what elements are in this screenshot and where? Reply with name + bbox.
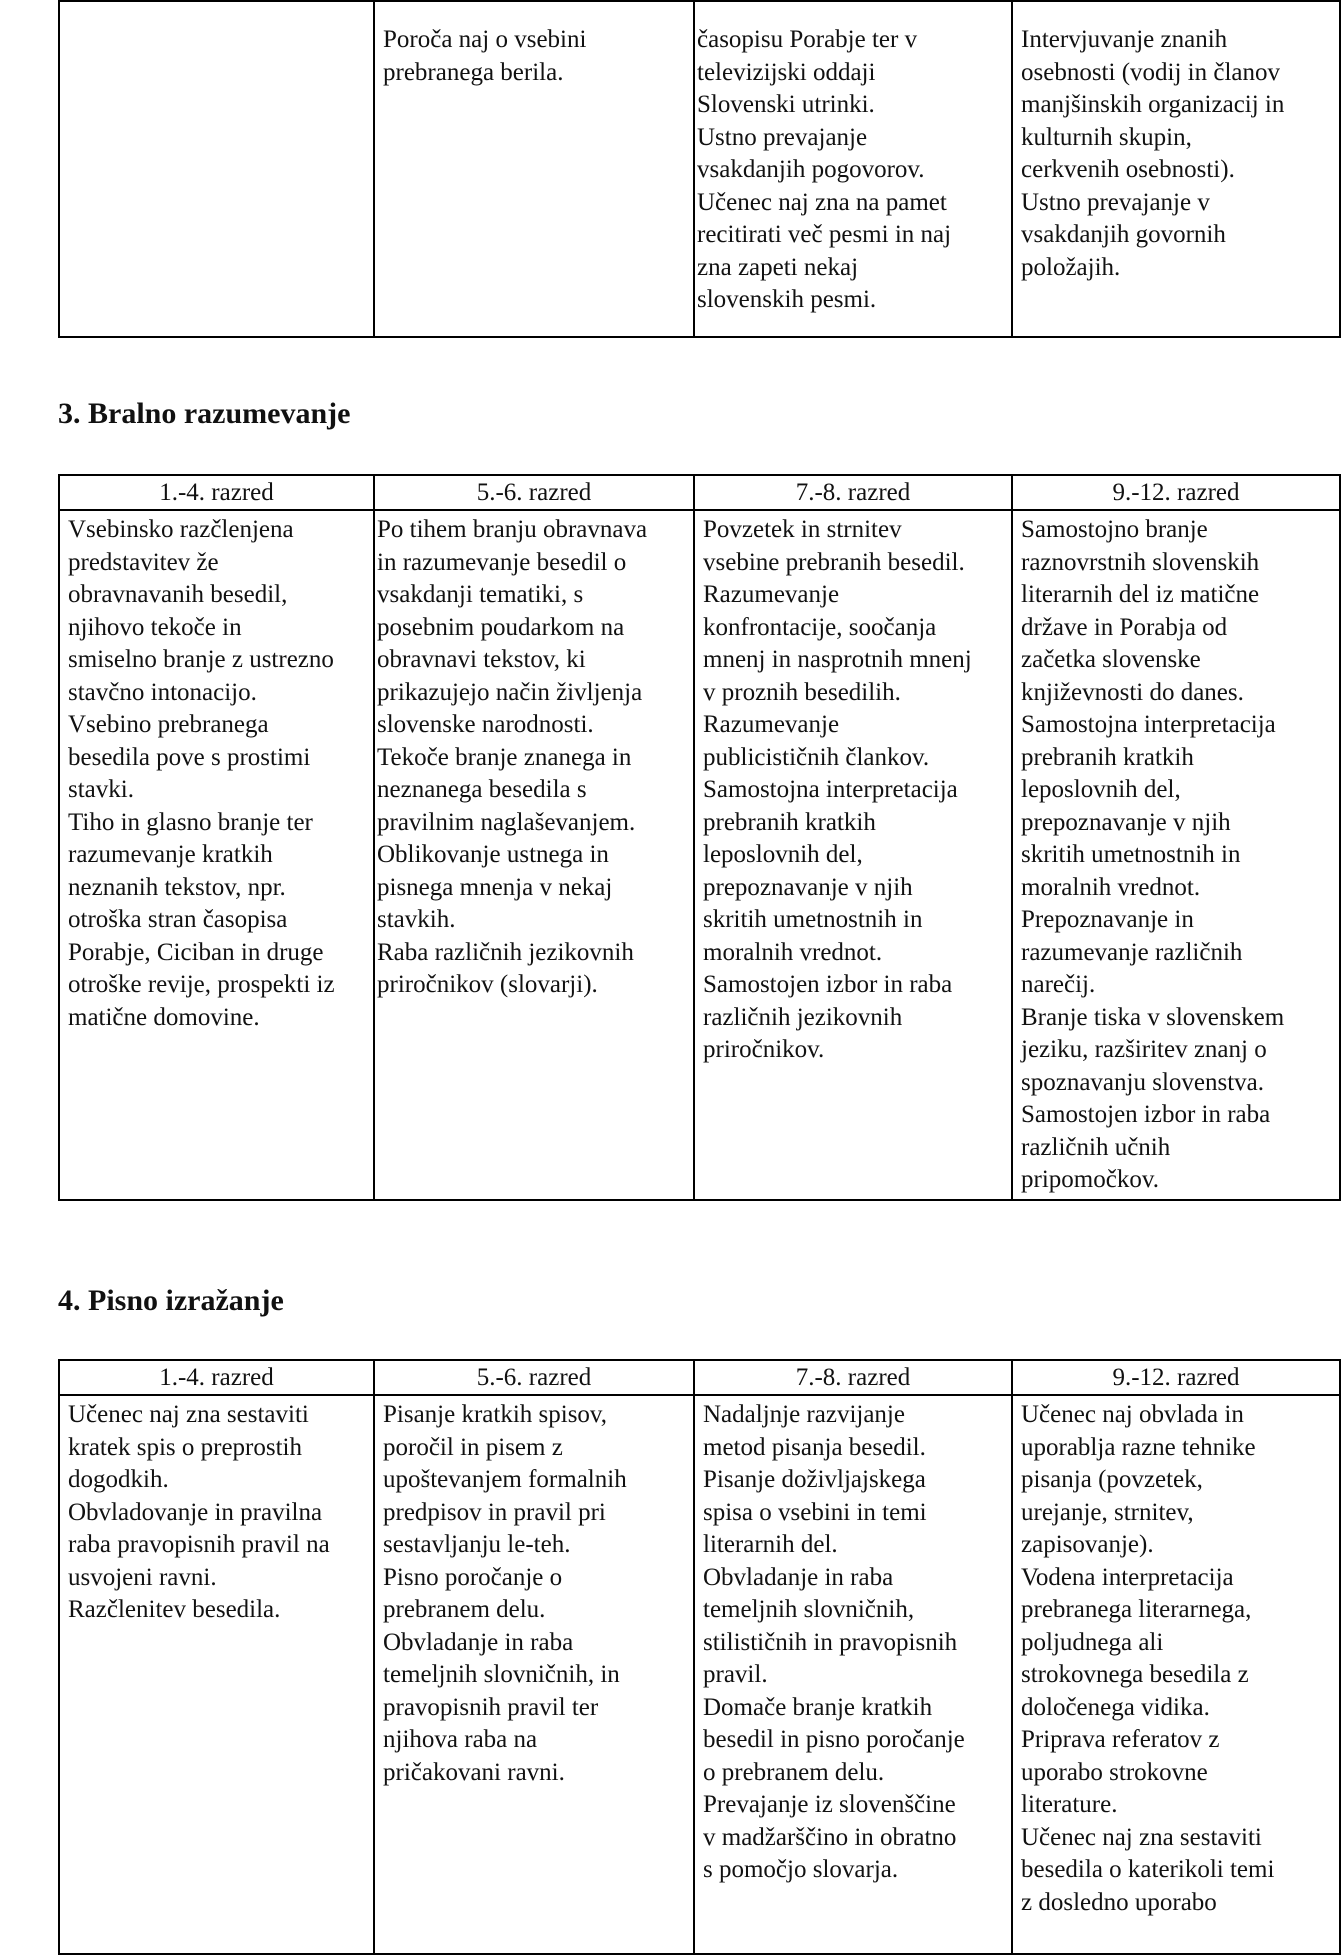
continuation-table <box>58 0 1341 338</box>
cell-text-line: posebnim poudarkom na <box>377 613 625 641</box>
cell-text-line: Razumevanje <box>703 711 840 738</box>
cell-text-line: obravnavanih besedil, <box>68 581 288 608</box>
cell-text-line: smiselno branje z ustrezno <box>68 646 334 673</box>
cell-text-line: Po tihem branju obravnava <box>377 516 648 543</box>
cell-text-line: Prepoznavanje in <box>1021 906 1194 933</box>
cell-text-line: prebranem delu. <box>383 1596 546 1623</box>
cell-text-line: vsakdanji tematiki, s <box>377 581 584 608</box>
cell-text-line: Branje tiska v slovenskem <box>1021 1003 1285 1031</box>
column-header: 1.-4. razred <box>59 1360 374 1395</box>
cell-text-line: Pisanje kratkih spisov, <box>383 1401 608 1428</box>
column-header: 7.-8. razred <box>694 475 1012 510</box>
cell-text-line: Razumevanje <box>703 581 840 608</box>
cell-text-line: Učenec naj zna sestaviti <box>68 1401 309 1428</box>
table-cell <box>374 1395 694 1954</box>
cell-text-line: moralnih vrednot. <box>1021 873 1201 901</box>
cell-text-line: vsebine prebranih besedil. <box>703 548 965 576</box>
cell-text-line: Ustno prevajanje <box>697 123 868 151</box>
cell-text-line: priročnikov (slovarji). <box>377 971 598 998</box>
cell-text-line: temeljnih slovničnih, <box>703 1596 915 1623</box>
cell-text-line: obravnavi tekstov, ki <box>377 646 586 673</box>
cell-text-line: vsakdanjih govornih <box>1021 221 1226 248</box>
cell-text-line: Vsebinsko razčlenjena <box>68 516 294 543</box>
cell-text-line: določenega vidika. <box>1021 1693 1210 1721</box>
column-header: 7.-8. razred <box>694 1360 1012 1395</box>
cell-text-line: prikazujejo način življenja <box>377 678 643 706</box>
cell-text-line: zna zapeti nekaj <box>697 253 859 281</box>
cell-text-line: različnih jezikovnih <box>703 1003 903 1031</box>
cell-text-line: Slovenski utrinki. <box>697 91 875 118</box>
cell-text-line: začetka slovenske <box>1021 646 1201 673</box>
cell-text-line: zapisovanje). <box>1021 1531 1154 1558</box>
cell-text-line: Razčlenitev besedila. <box>68 1596 281 1623</box>
table-cell <box>59 1395 374 1954</box>
reading-comprehension-table <box>58 474 1341 1201</box>
cell-text-line: sestavljanju le-teh. <box>383 1531 571 1558</box>
cell-text-line: pisnega mnenja v nekaj <box>377 873 613 901</box>
cell-text-line: kratek spis o preprostih <box>68 1433 302 1461</box>
cell-text-line: Poroča naj o vsebini <box>383 26 587 53</box>
cell-text-line: in razumevanje besedil o <box>377 548 627 576</box>
table-cell <box>1012 510 1340 1200</box>
cell-text-line: literarnih del iz matične <box>1021 581 1260 608</box>
cell-text-line: prepoznavanje v njih <box>1021 808 1231 836</box>
cell-text-line: Samostojen izbor in raba <box>703 971 953 998</box>
cell-text-line: upoštevanjem formalnih <box>383 1466 627 1493</box>
cell-text-line: stavčno intonacijo. <box>68 678 257 706</box>
section-heading: 4. Pisno izražanje <box>58 1284 284 1317</box>
cell-text-line: Intervjuvanje znanih <box>1021 26 1228 53</box>
cell-text-line: Tiho in glasno branje ter <box>68 808 313 836</box>
cell-text-line: poročil in pisem z <box>383 1433 563 1461</box>
cell-text-line: Vodena interpretacija <box>1021 1563 1234 1591</box>
cell-text-line: recitirati več pesmi in naj <box>697 221 952 248</box>
cell-text-line: položajih. <box>1021 253 1121 281</box>
cell-text-line: Domače branje kratkih <box>703 1693 933 1721</box>
cell-text-line: pravil. <box>703 1661 768 1688</box>
column-header: 5.-6. razred <box>374 475 694 510</box>
cell-text-line: časopisu Porabje ter v <box>697 26 918 53</box>
cell-text-line: slovenske narodnosti. <box>377 711 594 738</box>
cell-text-line: televizijski oddaji <box>697 58 876 86</box>
cell-text-line: leposlovnih del, <box>1021 776 1181 803</box>
cell-text-line: Porabje, Ciciban in druge <box>68 938 324 966</box>
cell-text-line: Učenec naj zna sestaviti <box>1021 1823 1262 1851</box>
cell-text-line: Ustno prevajanje v <box>1021 188 1210 216</box>
cell-text-line: strokovnega besedila z <box>1021 1661 1249 1688</box>
table-cell <box>374 510 694 1200</box>
cell-text-line: v madžarščino in obratno <box>703 1823 957 1851</box>
column-header: 9.-12. razred <box>1012 475 1340 510</box>
cell-text-line: prebranega berila. <box>383 58 564 86</box>
cell-text-line: z dosledno uporabo <box>1021 1888 1217 1916</box>
cell-text-line: usvojeni ravni. <box>68 1563 217 1591</box>
cell-text-line: raznovrstnih slovenskih <box>1021 548 1260 576</box>
cell-text-line: Učenec naj obvlada in <box>1021 1401 1244 1428</box>
cell-text-line: uporabo strokovne <box>1021 1758 1208 1786</box>
table-cell <box>694 1 1012 337</box>
section-heading: 3. Bralno razumevanje <box>58 397 351 430</box>
cell-text-line: Nadaljnje razvijanje <box>703 1401 905 1428</box>
written-expression-table <box>58 1359 1341 1955</box>
table-cell <box>1012 1 1340 337</box>
cell-text-line: moralnih vrednot. <box>703 938 883 966</box>
cell-text-line: skritih umetnostnih in <box>703 906 923 933</box>
table-cell <box>694 1395 1012 1954</box>
cell-text-line: Raba različnih jezikovnih <box>377 938 634 966</box>
cell-text-line: Povzetek in strnitev <box>703 516 902 543</box>
cell-text-line: s pomočjo slovarja. <box>703 1856 899 1883</box>
cell-text-line: neznanega besedila s <box>377 776 587 803</box>
cell-text-line: besedila pove s prostimi <box>68 743 311 771</box>
cell-text-line: poljudnega ali <box>1021 1628 1164 1656</box>
cell-text-line: Samostojen izbor in raba <box>1021 1101 1271 1128</box>
column-header: 5.-6. razred <box>374 1360 694 1395</box>
cell-text-line: spoznavanju slovenstva. <box>1021 1068 1265 1096</box>
cell-text-line: cerkvenih osebnosti). <box>1021 156 1235 183</box>
cell-text-line: pravilnim naglaševanjem. <box>377 808 636 836</box>
cell-text-line: predpisov in pravil pri <box>383 1498 606 1526</box>
cell-text-line: kulturnih skupin, <box>1021 123 1192 151</box>
cell-text-line: Prevajanje iz slovenščine <box>703 1791 956 1818</box>
cell-text-line: Obvladanje in raba <box>383 1628 574 1656</box>
cell-text-line: besedila o katerikoli temi <box>1021 1856 1275 1883</box>
table-header-row <box>59 1360 1340 1395</box>
cell-text-line: književnosti do danes. <box>1021 678 1244 706</box>
table-row <box>59 1395 1340 1954</box>
cell-text-line: metod pisanja besedil. <box>703 1433 926 1461</box>
cell-text-line: stavkih. <box>377 906 456 933</box>
cell-text-line: prebranega literarnega, <box>1021 1596 1252 1623</box>
cell-text-line: leposlovnih del, <box>703 841 863 868</box>
cell-text-line: jeziku, razširitev znanj o <box>1021 1036 1267 1063</box>
cell-text-line: različnih učnih <box>1021 1133 1171 1161</box>
cell-text-line: Tekoče branje znanega in <box>377 743 632 771</box>
cell-text-line: literarnih del. <box>703 1531 838 1558</box>
table-cell <box>694 510 1012 1200</box>
cell-text-line: Vsebino prebranega <box>68 711 269 738</box>
cell-text-line: matične domovine. <box>68 1003 260 1031</box>
cell-text-line: pričakovani ravni. <box>383 1758 565 1786</box>
cell-text-line: razumevanje različnih <box>1021 938 1243 966</box>
cell-text-line: Obvladanje in raba <box>703 1563 894 1591</box>
cell-text-line: Samostojno branje <box>1021 516 1208 543</box>
table-cell <box>1012 1395 1340 1954</box>
cell-text-line: Samostojna interpretacija <box>1021 711 1276 738</box>
cell-text-line: pisanja (povzetek, <box>1021 1466 1203 1493</box>
cell-text-line: vsakdanjih pogovorov. <box>697 156 925 183</box>
table-header-row <box>59 475 1340 510</box>
cell-text-line: publicističnih člankov. <box>703 743 930 771</box>
column-header: 1.-4. razred <box>59 475 374 510</box>
table-cell <box>59 510 374 1200</box>
cell-text-line: uporablja razne tehnike <box>1021 1433 1256 1461</box>
cell-text-line: Učenec naj zna na pamet <box>697 188 947 216</box>
cell-text-line: literature. <box>1021 1791 1118 1818</box>
cell-text-line: besedil in pisno poročanje <box>703 1726 965 1753</box>
table-row <box>59 510 1340 1200</box>
cell-text-line: skritih umetnostnih in <box>1021 841 1241 868</box>
cell-text-line: manjšinskih organizacij in <box>1021 91 1285 118</box>
cell-text-line: Pisanje doživljajskega <box>703 1466 926 1493</box>
cell-text-line: prepoznavanje v njih <box>703 873 913 901</box>
cell-text-line: Oblikovanje ustnega in <box>377 841 609 868</box>
cell-text-line: stavki. <box>68 776 134 803</box>
cell-text-line: spisa o vsebini in temi <box>703 1498 927 1526</box>
cell-text-line: njihova raba na <box>383 1726 538 1753</box>
table-cell <box>374 1 694 337</box>
cell-text-line: mnenj in nasprotnih mnenj <box>703 646 972 673</box>
cell-text-line: dogodkih. <box>68 1466 169 1493</box>
cell-text-line: neznanih tekstov, npr. <box>68 873 286 901</box>
cell-text-line: temeljnih slovničnih, in <box>383 1661 620 1688</box>
table-row <box>59 1 1340 337</box>
cell-text-line: otroške revije, prospekti iz <box>68 971 335 998</box>
cell-text-line: prebranih kratkih <box>703 808 876 836</box>
cell-text-line: slovenskih pesmi. <box>697 286 877 313</box>
cell-text-line: priročnikov. <box>703 1036 825 1063</box>
cell-text-line: pravopisnih pravil ter <box>383 1693 599 1721</box>
cell-text-line: narečij. <box>1021 971 1096 998</box>
cell-text-line: predstavitev že <box>68 548 219 576</box>
cell-text-line: stilističnih in pravopisnih <box>703 1628 958 1656</box>
cell-text-line: Obvladovanje in pravilna <box>68 1498 323 1526</box>
cell-text-line: Priprava referatov z <box>1021 1726 1220 1753</box>
column-header: 9.-12. razred <box>1012 1360 1340 1395</box>
cell-text-line: Samostojna interpretacija <box>703 776 958 803</box>
cell-text-line: v proznih besedilih. <box>703 678 901 706</box>
cell-text-line: otroška stran časopisa <box>68 906 288 933</box>
cell-text-line: razumevanje kratkih <box>68 841 273 868</box>
cell-text-line: urejanje, strnitev, <box>1021 1498 1194 1526</box>
cell-text-line: raba pravopisnih pravil na <box>68 1531 330 1558</box>
cell-text-line: o prebranem delu. <box>703 1758 885 1786</box>
cell-text-line: konfrontacije, soočanja <box>703 613 937 641</box>
table-cell <box>59 1 374 337</box>
cell-text-line: prebranih kratkih <box>1021 743 1194 771</box>
cell-text-line: Pisno poročanje o <box>383 1563 563 1591</box>
cell-text-line: države in Porabja od <box>1021 613 1228 641</box>
cell-text-line: osebnosti (vodij in članov <box>1021 58 1280 86</box>
cell-text-line: pripomočkov. <box>1021 1166 1159 1193</box>
cell-text-line: njihovo tekoče in <box>68 613 242 641</box>
